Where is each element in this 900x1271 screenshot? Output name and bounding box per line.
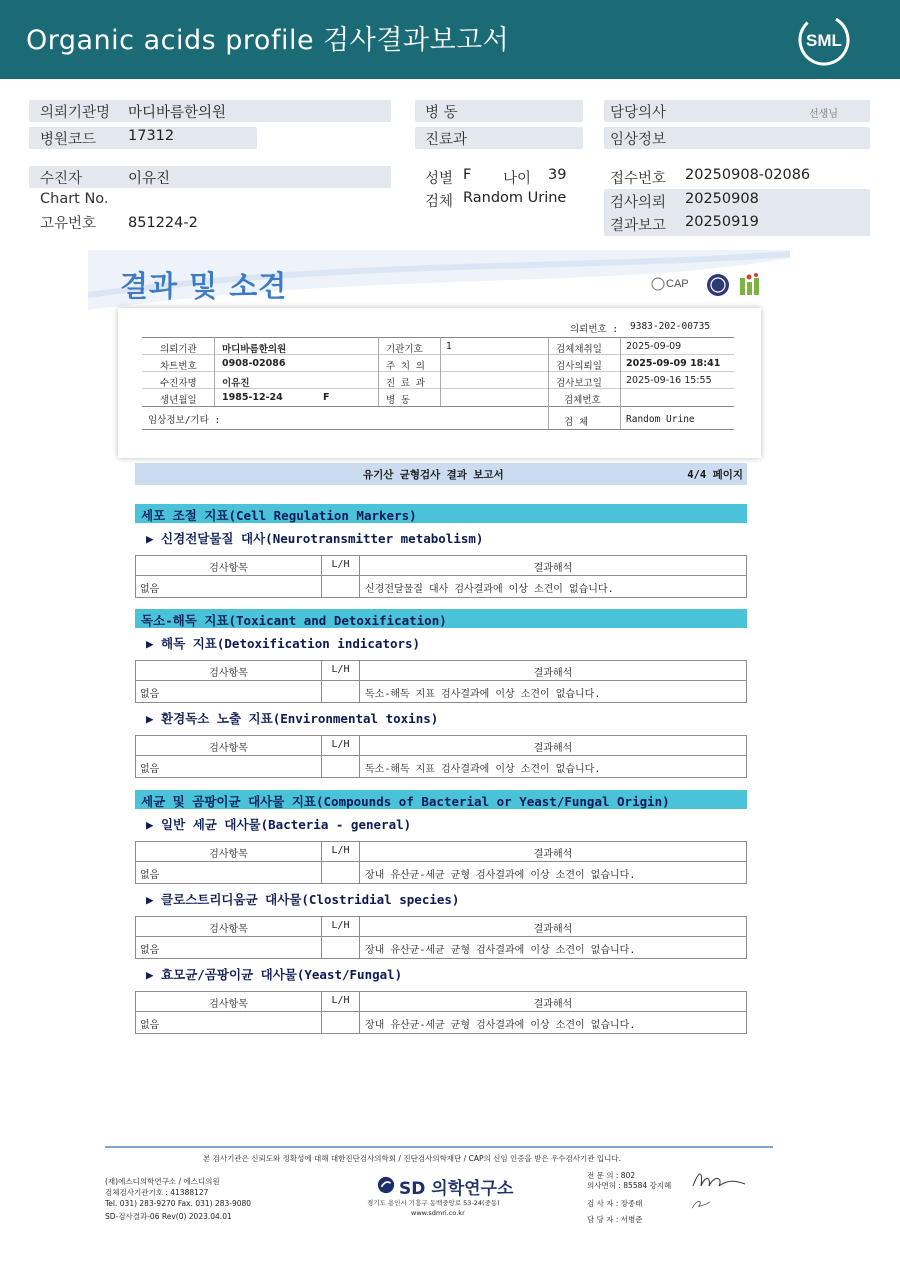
header-item: 검사항목 <box>209 563 248 574</box>
header-item: 검사항목 <box>209 849 248 860</box>
specimen-value: Random Urine <box>463 190 567 206</box>
info-value: F <box>323 392 330 403</box>
subsection-title: ▶ 일반 세균 대사물(Bacteria - general) <box>146 817 412 832</box>
doctor-label: 담당의사 <box>610 105 667 121</box>
info-label: 진 료 과 <box>386 378 425 389</box>
footer-divider <box>105 1146 773 1148</box>
header-lh: L/H <box>331 845 350 856</box>
table-line <box>142 429 734 430</box>
info-label: 기관기호 <box>386 344 423 355</box>
sex-label: 성별 <box>425 171 454 187</box>
report-page <box>88 250 790 1050</box>
info-value: 0908-02086 <box>222 358 286 369</box>
manager-info: 담 당 자 : 서병준 <box>587 1215 643 1224</box>
header-result: 결과해석 <box>533 999 573 1010</box>
subsection-title: ▶ 효모균/곰팡이균 대사물(Yeast/Fungal) <box>146 967 403 982</box>
document-code: SD-검사결과-06 Rev(0) 2023.04.01 <box>105 1212 232 1221</box>
info-label: 병 동 <box>386 395 411 406</box>
certification-logos <box>648 272 768 300</box>
table-divider <box>548 337 549 429</box>
request-label: 검사의뢰 <box>610 195 667 211</box>
header-bar <box>0 0 900 79</box>
header-item: 검사항목 <box>209 999 248 1010</box>
receipt-label: 접수번호 <box>610 171 667 187</box>
institution-code: 검체검사기관기호 : 41388127 <box>105 1188 209 1197</box>
header-item: 검사항목 <box>209 743 248 754</box>
quality-mark-icon <box>740 278 745 295</box>
header-result: 결과해석 <box>533 849 573 860</box>
info-label: 검체번호 <box>564 395 601 406</box>
patient-info-table <box>118 308 761 458</box>
cell-item: 없음 <box>140 870 160 881</box>
specimen-value: Random Urine <box>626 414 695 425</box>
specialist-info: 전 문 의 : 802 <box>587 1171 636 1180</box>
seal-icon <box>707 274 729 296</box>
unique-no-label: 고유번호 <box>40 216 97 232</box>
institution-label: 의뢰기관명 <box>40 105 111 121</box>
request-no-value: 9383-202-00735 <box>630 321 711 332</box>
signature-image <box>689 1196 713 1214</box>
table-divider <box>214 337 215 406</box>
lab-name: SD 의학연구소 <box>399 1179 514 1199</box>
cell-result: 장내 유산균-세균 균형 검사결과에 이상 소견이 없습니다. <box>365 1020 636 1031</box>
patient-value: 이유진 <box>128 171 171 187</box>
hospital-code-value: 17312 <box>128 128 175 144</box>
table-line <box>142 337 734 338</box>
header-lh: L/H <box>331 739 350 750</box>
receipt-value: 20250908-02086 <box>685 167 811 183</box>
report-date-value: 20250919 <box>685 214 759 230</box>
report-page-title: 유기산 균형검사 결과 보고서 <box>363 469 504 481</box>
clinical-label: 임상정보 <box>610 132 667 148</box>
clinical-info-label: 임상정보/기타 : <box>148 415 221 426</box>
header-result: 결과해석 <box>533 563 573 574</box>
institution-value: 마디바름한의원 <box>128 105 227 121</box>
age-value: 39 <box>548 167 567 183</box>
info-label: 검체채취일 <box>556 344 602 355</box>
license-info: 의사면허 : 85584 강지혜 <box>587 1181 672 1190</box>
header-item: 검사항목 <box>209 924 248 935</box>
result-table <box>135 841 747 884</box>
info-label: 차트번호 <box>160 361 197 372</box>
table-line <box>142 371 734 372</box>
result-table <box>135 991 747 1034</box>
info-value: 1985-12-24 <box>222 392 283 403</box>
page-title: Organic acids profile 검사결과보고서 <box>26 25 510 56</box>
header-result: 결과해석 <box>533 668 573 679</box>
reviewer-info: 검 사 자 : 장종태 <box>587 1199 643 1208</box>
header-item: 검사항목 <box>209 668 248 679</box>
info-label: 검사보고일 <box>556 378 602 389</box>
svg-text:CAP: CAP <box>666 278 689 290</box>
subsection-title: ▶ 해독 지표(Detoxification indicators) <box>146 636 421 651</box>
page-number: 4/4 페이지 <box>687 469 743 481</box>
section-header: 세포 조절 지표(Cell Regulation Markers) <box>135 504 747 523</box>
info-label: 생년월일 <box>160 395 197 406</box>
info-value: 마디바름한의원 <box>222 344 287 355</box>
header-lh: L/H <box>331 995 350 1006</box>
logo-text: SML <box>806 31 842 50</box>
info-label: 주 치 의 <box>386 361 425 372</box>
cell-item: 없음 <box>140 689 160 700</box>
age-label: 나이 <box>503 171 532 187</box>
specimen-label: 검체 <box>425 194 454 210</box>
ward-label: 병 동 <box>425 105 458 121</box>
subsection-title: ▶ 환경독소 노출 지표(Environmental toxins) <box>146 711 439 726</box>
result-table <box>135 916 747 959</box>
table-divider <box>620 337 621 429</box>
cell-item: 없음 <box>140 945 160 956</box>
table-line <box>142 406 734 407</box>
header-lh: L/H <box>331 664 350 675</box>
cell-result: 장내 유산균-세균 균형 검사결과에 이상 소견이 없습니다. <box>365 945 636 956</box>
subsection-title: ▶ 클로스트리디움균 대사물(Clostridial species) <box>146 892 460 907</box>
subsection-title: ▶ 신경전달물질 대사(Neurotransmitter metabolism) <box>146 531 484 546</box>
company-name: (재)에스디의학연구소 / 에스디의원 <box>105 1177 220 1186</box>
cell-item: 없음 <box>140 764 160 775</box>
info-value: 이유진 <box>222 378 250 389</box>
footer <box>105 1146 775 1256</box>
section-header: 독소-해독 지표(Toxicant and Detoxification) <box>135 609 747 628</box>
tel-fax: Tel. 031) 283-9270 Fax. 031) 283-9080 <box>105 1199 252 1208</box>
cell-item: 없음 <box>140 1020 160 1031</box>
header-result: 결과해석 <box>533 924 573 935</box>
unique-no-value: 851224-2 <box>128 215 198 231</box>
patient-box <box>29 166 391 188</box>
report-date-label: 결과보고 <box>610 218 667 234</box>
hospital-code-label: 병원코드 <box>40 132 97 148</box>
header-result: 결과해석 <box>533 743 573 754</box>
patient-label: 수진자 <box>40 171 83 187</box>
info-value: 2025-09-16 15:55 <box>626 375 712 386</box>
sml-logo <box>796 12 852 68</box>
info-label: 검사의뢰일 <box>556 361 602 372</box>
lab-address: 경기도 용인시 기흥구 동백중앙로 53-24(중동) <box>367 1199 500 1207</box>
table-divider <box>378 337 379 406</box>
sd-logo-icon <box>377 1176 395 1194</box>
cell-result: 장내 유산균-세균 균형 검사결과에 이상 소견이 없습니다. <box>365 870 636 881</box>
sex-value: F <box>463 167 472 183</box>
result-table <box>135 660 747 703</box>
cell-result: 독소-해독 지표 검사결과에 이상 소견이 없습니다. <box>365 764 601 775</box>
info-label: 의뢰기관 <box>160 344 197 355</box>
section-header: 세균 및 곰팡이균 대사물 지표(Compounds of Bacterial or Yeast/Fungal Origin) <box>135 790 747 809</box>
cell-item: 없음 <box>140 584 160 595</box>
report-title: 결과 및 소견 <box>120 269 288 303</box>
request-no-label: 의뢰번호 : <box>570 324 619 335</box>
doctor-suffix: 선생님 <box>809 109 838 120</box>
lab-website: www.sdmri.co.kr <box>411 1209 465 1217</box>
dept-label: 진료과 <box>425 132 468 148</box>
header-lh: L/H <box>331 920 350 931</box>
chart-no-label: Chart No. <box>40 191 109 207</box>
cap-icon <box>652 278 664 290</box>
info-value: 2025-09-09 18:41 <box>626 358 721 369</box>
result-table <box>135 555 747 598</box>
info-value: 1 <box>446 341 452 352</box>
cell-result: 독소-해독 지표 검사결과에 이상 소견이 없습니다. <box>365 689 601 700</box>
specimen-label: 검 체 <box>564 417 589 428</box>
certification-note: 본 검사기관은 신뢰도와 정확성에 대해 대한진단검사의학회 / 진단검사의학재단 / CAP의 신임 인증을 받은 우수검사기관 입니다. <box>203 1154 621 1163</box>
info-label: 수진자명 <box>160 378 197 389</box>
result-table <box>135 735 747 778</box>
header-lh: L/H <box>331 559 350 570</box>
request-value: 20250908 <box>685 191 759 207</box>
table-divider <box>440 337 441 406</box>
info-value: 2025-09-09 <box>626 341 682 352</box>
page-header-bar <box>135 463 747 485</box>
signature-image <box>689 1166 749 1196</box>
cell-result: 신경전달물질 대사 검사결과에 이상 소견이 없습니다. <box>365 584 614 595</box>
